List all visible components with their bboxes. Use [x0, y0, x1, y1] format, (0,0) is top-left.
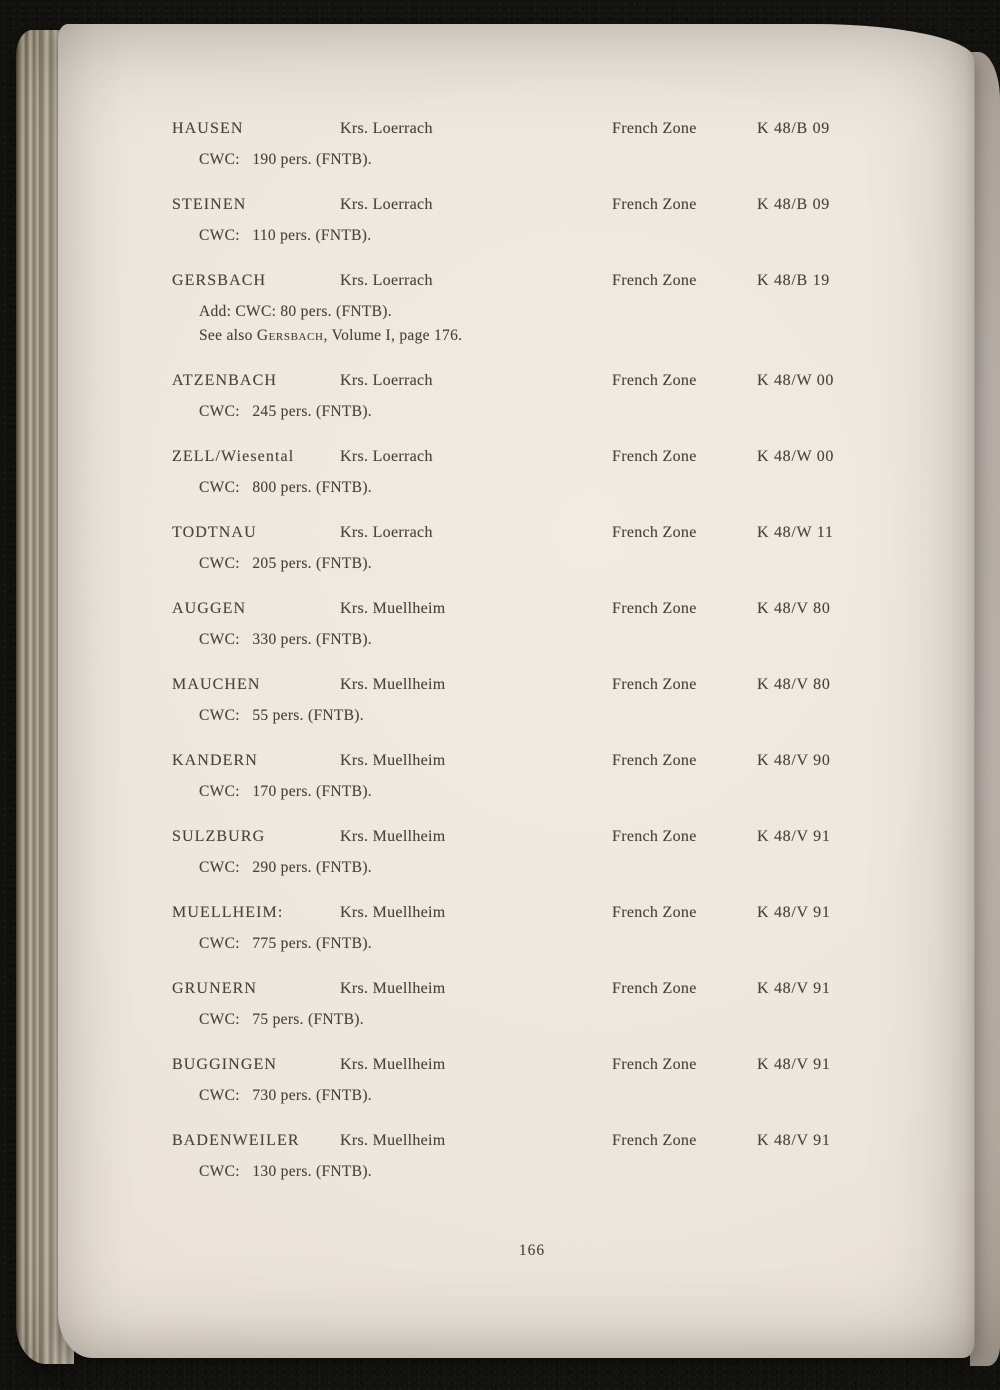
cwc-line: CWC: 800 pers. (FNTB). [199, 479, 372, 496]
district-label: Krs. Loerrach [340, 272, 433, 289]
see-also-line: See also Gersbach, Volume I, page 176. [199, 327, 463, 344]
entry-head-row [58, 372, 974, 394]
entry-head-row [58, 904, 974, 926]
entry-head-row [58, 196, 974, 218]
gazetteer-entry [58, 980, 974, 1030]
zone-label: French Zone [612, 372, 697, 389]
entry-head-row [58, 828, 974, 850]
gazetteer-entry [58, 196, 974, 246]
town-name: HAUSEN [172, 120, 244, 137]
district-label: Krs. Loerrach [340, 120, 433, 137]
zone-label: French Zone [612, 904, 697, 921]
entry-head-row [58, 600, 974, 622]
gazetteer-entry [58, 1132, 974, 1182]
zone-label: French Zone [612, 120, 697, 137]
district-label: Krs. Muellheim [340, 600, 446, 617]
gazetteer-entry [58, 828, 974, 878]
town-name: BUGGINGEN [172, 1056, 278, 1073]
district-label: Krs. Muellheim [340, 980, 446, 997]
entry-head-row [58, 676, 974, 698]
town-name: MAUCHEN [172, 676, 261, 693]
town-name: ZELL/Wiesental [172, 448, 295, 465]
cwc-line: CWC: 190 pers. (FNTB). [199, 151, 372, 168]
zone-label: French Zone [612, 980, 697, 997]
map-reference: K 48/V 91 [757, 1132, 831, 1149]
district-label: Krs. Muellheim [340, 1132, 446, 1149]
entry-head-row [58, 980, 974, 1002]
gazetteer-entry [58, 120, 974, 170]
gazetteer-entry [58, 272, 974, 346]
cwc-line: CWC: 75 pers. (FNTB). [199, 1011, 364, 1028]
district-label: Krs. Muellheim [340, 904, 446, 921]
gazetteer-entry [58, 600, 974, 650]
district-label: Krs. Muellheim [340, 752, 446, 769]
district-label: Krs. Loerrach [340, 196, 433, 213]
cwc-line: CWC: 170 pers. (FNTB). [199, 783, 372, 800]
district-label: Krs. Muellheim [340, 676, 446, 693]
map-reference: K 48/W 00 [757, 448, 835, 465]
zone-label: French Zone [612, 828, 697, 845]
cross-reference-name: Gersbach [256, 327, 324, 344]
gazetteer-entry [58, 1056, 974, 1106]
zone-label: French Zone [612, 752, 697, 769]
entry-head-row [58, 448, 974, 470]
gazetteer-entry [58, 752, 974, 802]
gazetteer-entry [58, 904, 974, 954]
cwc-line: CWC: 55 pers. (FNTB). [199, 707, 364, 724]
entries-list [58, 24, 974, 1358]
zone-label: French Zone [612, 676, 697, 693]
gazetteer-entry [58, 524, 974, 574]
town-name: STEINEN [172, 196, 247, 213]
cwc-line: CWC: 130 pers. (FNTB). [199, 1163, 372, 1180]
cwc-line: CWC: 245 pers. (FNTB). [199, 403, 372, 420]
map-reference: K 48/B 09 [757, 120, 830, 137]
cwc-line: CWC: 730 pers. (FNTB). [199, 1087, 372, 1104]
page-number: 166 [518, 1242, 546, 1259]
district-label: Krs. Loerrach [340, 448, 433, 465]
entry-head-row [58, 524, 974, 546]
entry-head-row [58, 752, 974, 774]
town-name: TODTNAU [172, 524, 257, 541]
cwc-line: CWC: 110 pers. (FNTB). [199, 227, 372, 244]
zone-label: French Zone [612, 1132, 697, 1149]
zone-label: French Zone [612, 272, 697, 289]
district-label: Krs. Loerrach [340, 372, 433, 389]
entry-head-row [58, 272, 974, 294]
district-label: Krs. Muellheim [340, 828, 446, 845]
gazetteer-entry [58, 372, 974, 422]
cwc-line: Add: CWC: 80 pers. (FNTB). [199, 303, 392, 320]
gazetteer-entry [58, 448, 974, 498]
cwc-line: CWC: 775 pers. (FNTB). [199, 935, 372, 952]
cwc-line: CWC: 330 pers. (FNTB). [199, 631, 372, 648]
town-name: MUELLHEIM: [172, 904, 284, 921]
town-name: GRUNERN [172, 980, 258, 997]
map-reference: K 48/V 90 [757, 752, 831, 769]
map-reference: K 48/V 91 [757, 980, 831, 997]
zone-label: French Zone [612, 196, 697, 213]
town-name: ATZENBACH [172, 372, 278, 389]
town-name: GERSBACH [172, 272, 267, 289]
map-reference: K 48/V 80 [757, 600, 831, 617]
town-name: AUGGEN [172, 600, 247, 617]
gazetteer-entry [58, 676, 974, 726]
map-reference: K 48/V 91 [757, 1056, 831, 1073]
map-reference: K 48/B 19 [757, 272, 830, 289]
zone-label: French Zone [612, 448, 697, 465]
map-reference: K 48/B 09 [757, 196, 830, 213]
town-name: BADENWEILER [172, 1132, 300, 1149]
cwc-line: CWC: 290 pers. (FNTB). [199, 859, 372, 876]
book-page [58, 24, 975, 1358]
map-reference: K 48/V 91 [757, 828, 831, 845]
map-reference: K 48/V 91 [757, 904, 831, 921]
entry-head-row [58, 120, 974, 142]
town-name: KANDERN [172, 752, 258, 769]
entry-head-row [58, 1056, 974, 1078]
zone-label: French Zone [612, 1056, 697, 1073]
district-label: Krs. Loerrach [340, 524, 433, 541]
entry-head-row [58, 1132, 974, 1154]
zone-label: French Zone [612, 524, 697, 541]
map-reference: K 48/W 00 [757, 372, 835, 389]
map-reference: K 48/V 80 [757, 676, 831, 693]
town-name: SULZBURG [172, 828, 266, 845]
district-label: Krs. Muellheim [340, 1056, 446, 1073]
map-reference: K 48/W 11 [757, 524, 834, 541]
zone-label: French Zone [612, 600, 697, 617]
cwc-line: CWC: 205 pers. (FNTB). [199, 555, 372, 572]
